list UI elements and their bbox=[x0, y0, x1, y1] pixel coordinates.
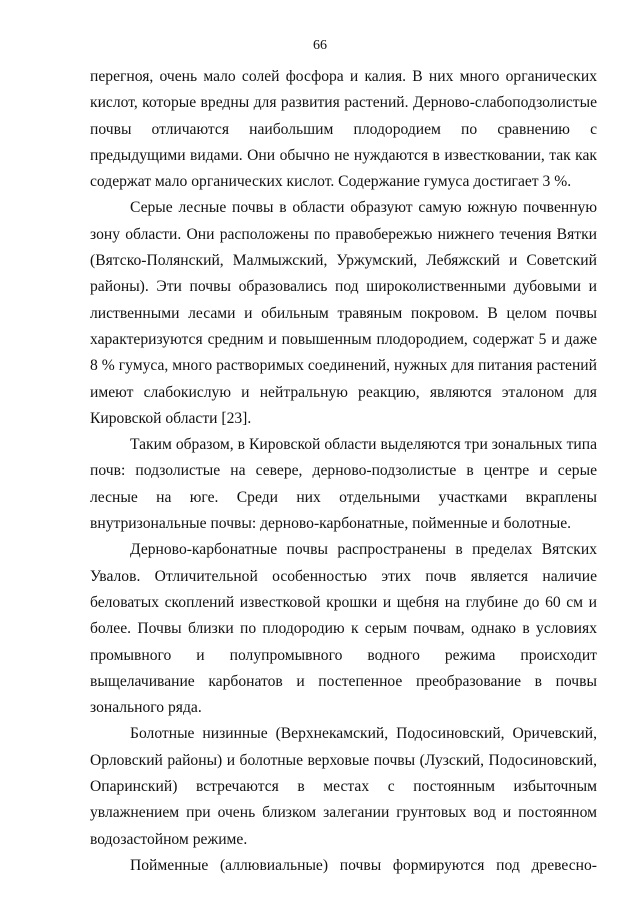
paragraph-bog-soils: Болотные низинные (Верхнекамский, Подосиновский, Оричевский, Орловский районы) и болотные верховые почвы (Лузский, Подосиновский, Опаринский) встречаются в местах с постоянным избыточным увлажнением при очень близком залегании грунтовых вод и постоянном водозастойном режиме. bbox=[90, 725, 597, 848]
paragraph-floodplain-soils: Пойменные (аллювиальные) почвы формируются под древесно- bbox=[130, 856, 597, 874]
paragraph-zonal-soil-types: Таким образом, в Кировской области выделяются три зональных типа почв: подзолистые на севере, дерново-подзолистые в центре и серые лесные на юге. Среди них отдельными участками вкраплены внутризональные почвы: дерново-карбонатные, пойменные и болотные. bbox=[90, 436, 597, 533]
paragraph-humus-content: перегноя, очень мало солей фосфора и калия. В них много органических кислот, которые вредны для развития растений. Дерново-слабоподзолистые почвы отличаются наибольшим плодородием по сравнению с предыдущими видами. Они обычно не нуждаются в известковании, так как содержат мало органических кислот. Содержание гумуса достигает 3 %. bbox=[90, 68, 597, 191]
page-number: 66 bbox=[313, 38, 327, 53]
body-text bbox=[90, 64, 597, 879]
paragraph-grey-forest-soils: Серые лесные почвы в области образуют самую южную почвенную зону области. Они расположены по правобережью нижнего течения Вятки (Вятско-Полянский, Малмыжский, Уржумский, Лебяжский и Советский районы). Эти почвы образовались под широколиственными дубовыми и лиственными лесами и обильным травяным покровом. В целом почвы характеризуются средним и повышенным плодородием, содержат 5 и даже 8 % гумуса, много растворимых соединений, нужных для питания растений имеют слабокислую и нейтральную реакцию, являются эталоном для Кировской области [23]. bbox=[90, 199, 597, 427]
paragraph-sod-carbonate-soils: Дерново-карбонатные почвы распространены в пределах Вятских Увалов. Отличительной особенностью этих почв является наличие беловатых скоплений известковой крошки и щебня на глубине до 60 см и более. Почвы близки по плодородию к серым почвам, однако в условиях промывного и полупромывного водного режима происходит выщелачивание карбонатов и постепенное преобразование в почвы зонального ряда. bbox=[90, 541, 597, 717]
